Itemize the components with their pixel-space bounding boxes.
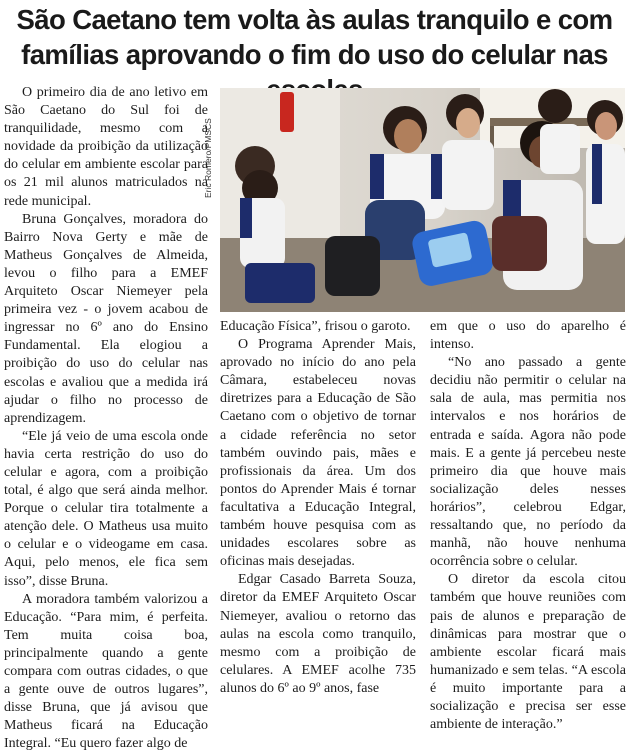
paragraph: O primeiro dia de ano letivo em São Caetano do Sul foi de tranquilidade, mesmo com a novidade da proibição da utilização do celular em ambiente escolar para os 21 mil alunos matriculados na rede municipal. — [4, 85, 208, 209]
paragraph: “No ano passado a gente decidiu não permitir o celular na sala de aula, mas permitia nos intervalos e nos horários de entrada e saída. Agora não pode mais. E a gente já percebeu neste primeiro dia que houve mais socialização deles nesses horários”, celebrou Edgar, ressaltando que, no período da manhã, não houve nenhuma ocorrência sobre o celular. — [430, 355, 626, 570]
paragraph: em que o uso do aparelho é intenso. — [430, 319, 626, 353]
photo-credit: Eric Romero/PMSCS — [203, 118, 213, 198]
paragraph: O Programa Aprender Mais, aprovado no início do ano pela Câmara, estabeleceu novas diretrizes para a Educação de São Caetano com o objetivo de tornar a cidade referência no setor também ouvindo pais, mães e profissionais da área. Um dos pontos do Aprender Mais é tornar facultativa a Educação Integral, também houve pesquisa com as unidades escolares sobre as oficinas mais desejadas. — [220, 337, 416, 570]
paragraph: A moradora também valorizou a Educação. “Para mim, é perfeita. Tem muita coisa boa, principalmente quando a gente compara com outras cidades, o que a gente ouve de outros lugares”, disse Bruna, que já avisou que Matheus ficará na Educação Integral. “Eu quero fazer algo de — [4, 591, 208, 752]
paragraph: Edgar Casado Barreta Souza, diretor da EMEF Arquiteto Oscar Niemeyer, avaliou o retorno das aulas na escola como tranquilo, mesmo com a proibição de celulares. A EMEF acolhe 735 alunos do 6º ao 9º anos, fase — [220, 572, 416, 696]
column-2 — [220, 318, 416, 698]
headline: São Caetano tem volta às aulas tranquilo e com famílias aprovando o fim do uso do celular nas — [16, 4, 613, 70]
paragraph: Educação Física”, frisou o garoto. — [220, 319, 411, 334]
paragraph: Bruna Gonçalves, moradora do Bairro Nova Gerty e mãe de Matheus Gonçalves de Almeida, levou o filho para a EMEF Arquiteto Oscar Niemeyer pela primeira vez - o jovem acabou de ingressar no 6º ano do Ensino Fundamental. Ela elogiou a proibição do uso do celular nas escolas e avaliou que a medida irá ajudar o filho no processo de aprendizagem. — [4, 211, 208, 426]
column-1 — [4, 84, 208, 753]
paragraph: O diretor da escola citou também que houve reuniões com pais de alunos e preparação de dinâmicas para mostrar que o ambiente escolar ficará mais humanizado e sem telas. “A escola é muito importante para a socialização e precisa ser esse ambiente de interação.” — [430, 572, 626, 733]
column-3 — [430, 318, 626, 734]
students-photo — [220, 88, 625, 312]
paragraph: “Ele já veio de uma escola onde havia certa restrição do uso do celular e agora, com a proibição total, é algo que será ainda melhor. Porque o celular tira totalmente a atenção dele. O Matheus usa muito o celular e o videogame em casa. Aqui, pelo menos, ele fica sem isso”, disse Bruna. — [4, 428, 208, 589]
